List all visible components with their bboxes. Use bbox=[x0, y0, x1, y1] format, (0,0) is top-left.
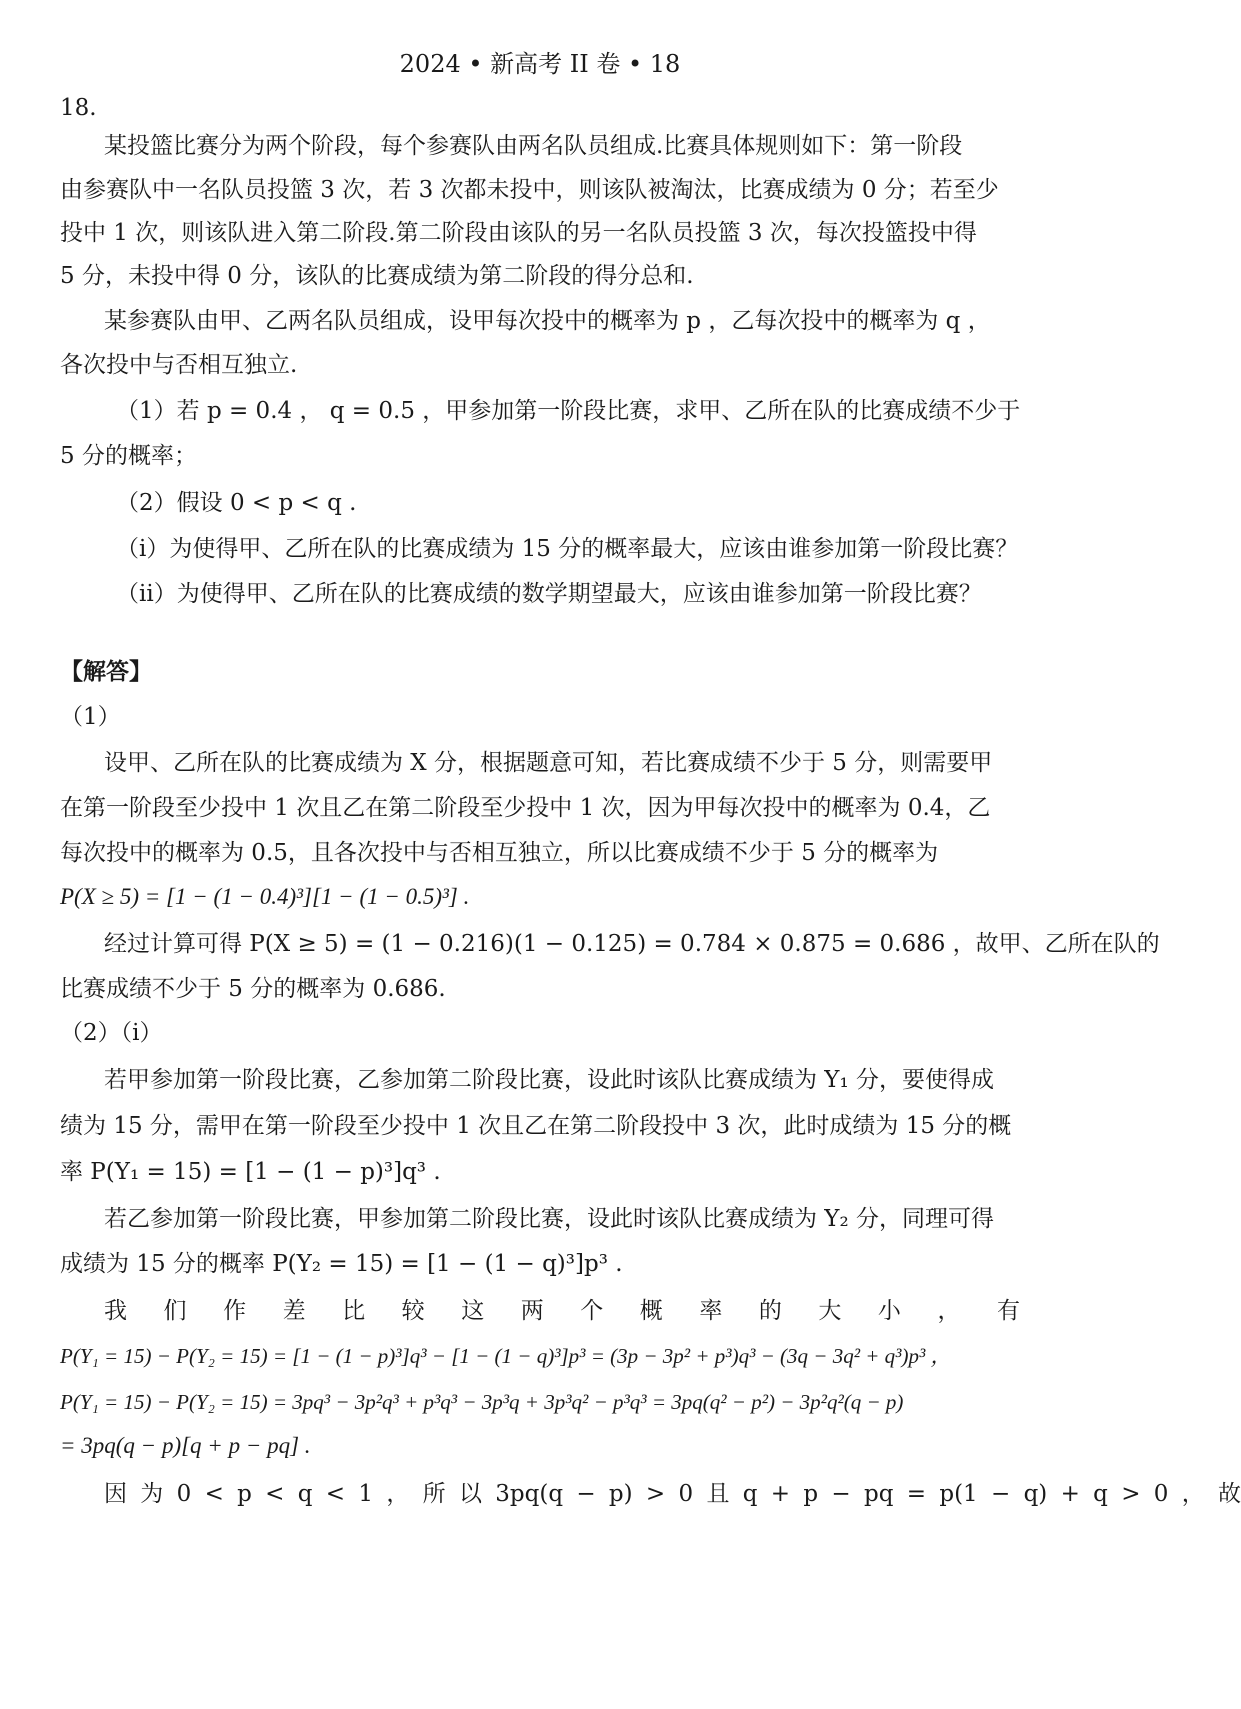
solution-part-1-label: （1） bbox=[60, 704, 121, 730]
spaced-char: 个 bbox=[580, 1298, 604, 1324]
solution-text-line: 若甲参加第一阶段比赛，乙参加第二阶段比赛，设此时该队比赛成绩为 Y₁ 分，要使得成 bbox=[104, 1067, 995, 1093]
problem-number: 18. bbox=[60, 95, 97, 121]
spaced-char: 差 bbox=[282, 1298, 306, 1324]
problem-text-line: 5 分，未投中得 0 分，该队的比赛成绩为第二阶段的得分总和. bbox=[60, 263, 694, 289]
spaced-char: 这 bbox=[461, 1298, 485, 1324]
spaced-char: 小 bbox=[877, 1298, 901, 1324]
spaced-char: 的 bbox=[758, 1298, 782, 1324]
solution-text-line: 成绩为 15 分的概率 P(Y₂ = 15) = [1 − (1 − q)³]p³ . bbox=[60, 1251, 623, 1277]
problem-text-line: 由参赛队中一名队员投篮 3 次，若 3 次都未投中，则该队被淘汰，比赛成绩为 0 分；若至少 bbox=[60, 177, 999, 203]
spaced-char: ， bbox=[937, 1298, 961, 1324]
spaced-char: 有 bbox=[996, 1298, 1020, 1324]
spaced-char: 大 bbox=[818, 1298, 842, 1324]
spaced-char: 率 bbox=[699, 1298, 723, 1324]
page-header: 2024 • 新高考 II 卷 • 18 bbox=[399, 50, 681, 78]
solution-text-line: 经过计算可得 P(X ≥ 5) = (1 − 0.216)(1 − 0.125) = 0.784 × 0.875 = 0.686 ，故甲、乙所在队的 bbox=[104, 931, 1160, 957]
question-1: （1）若 p = 0.4 ， q = 0.5 ，甲参加第一阶段比赛，求甲、乙所在队的比赛成绩不少于 bbox=[116, 398, 1021, 424]
spaced-char: 作 bbox=[223, 1298, 247, 1324]
formula-line: P(Y₁ = 15) − P(Y₂ = 15) = [1 − (1 − p)³]q³ − [1 − (1 − q)³]p³ = (3p − 3p² + p³)q³ − (3q − 3q² + q³)p³ ， bbox=[60, 1344, 952, 1368]
solution-part-2i-label: （2）（i） bbox=[60, 1020, 163, 1046]
question-1-cont: 5 分的概率； bbox=[60, 443, 197, 469]
spaced-char: 比 bbox=[342, 1298, 366, 1324]
solution-heading: 【解答】 bbox=[60, 658, 152, 685]
spaced-char: 两 bbox=[520, 1298, 544, 1324]
spaced-char: 较 bbox=[401, 1298, 425, 1324]
formula-line: P(X ≥ 5) = [1 − (1 − 0.4)³][1 − (1 − 0.5)³] . bbox=[60, 884, 470, 909]
spaced-char: 们 bbox=[163, 1298, 187, 1324]
solution-text-line: 绩为 15 分，需甲在第一阶段至少投中 1 次且乙在第二阶段投中 3 次，此时成绩为 15 分的概 bbox=[60, 1113, 1012, 1139]
spaced-char: 概 bbox=[639, 1298, 663, 1324]
solution-text-line: 率 P(Y₁ = 15) = [1 − (1 − p)³]q³ . bbox=[60, 1159, 441, 1185]
solution-text-line: 若乙参加第一阶段比赛，甲参加第二阶段比赛，设此时该队比赛成绩为 Y₂ 分，同理可得 bbox=[104, 1206, 995, 1232]
solution-text-line: 每次投中的概率为 0.5，且各次投中与否相互独立，所以比赛成绩不少于 5 分的概率为 bbox=[60, 840, 939, 866]
question-2-ii: （ii）为使得甲、乙所在队的比赛成绩的数学期望最大，应该由谁参加第一阶段比赛？ bbox=[116, 581, 982, 607]
problem-text-line: 某参赛队由甲、乙两名队员组成，设甲每次投中的概率为 p ，乙每次投中的概率为 q ， bbox=[104, 308, 991, 334]
question-2: （2）假设 0 < p < q . bbox=[116, 490, 357, 516]
solution-text-line: 比赛成绩不少于 5 分的概率为 0.686. bbox=[60, 976, 446, 1002]
problem-text-line: 某投篮比赛分为两个阶段，每个参赛队由两名队员组成.比赛具体规则如下：第一阶段 bbox=[104, 133, 963, 159]
problem-text-line: 各次投中与否相互独立. bbox=[60, 352, 298, 378]
question-2-i: （i）为使得甲、乙所在队的比赛成绩为 15 分的概率最大，应该由谁参加第一阶段比赛？ bbox=[116, 536, 1019, 562]
problem-text-line: 投中 1 次，则该队进入第二阶段.第二阶段由该队的另一名队员投篮 3 次，每次投篮投中得 bbox=[60, 220, 977, 246]
solution-text-line: 在第一阶段至少投中 1 次且乙在第二阶段至少投中 1 次，因为甲每次投中的概率为 0.4，乙 bbox=[60, 795, 991, 821]
solution-text-line: 因 为 0 < p < q < 1 ， 所 以 3pq(q − p) > 0 且 q + p − pq = p(1 − q) + q > 0 ， 故 bbox=[104, 1481, 1241, 1507]
spaced-text-line bbox=[104, 1295, 1020, 1327]
spaced-char: 我 bbox=[104, 1298, 127, 1324]
formula-line: = 3pq(q − p)[q + p − pq] . bbox=[60, 1433, 311, 1458]
solution-text-line: 设甲、乙所在队的比赛成绩为 X 分，根据题意可知，若比赛成绩不少于 5 分，则需要甲 bbox=[104, 750, 993, 776]
formula-line: P(Y₁ = 15) − P(Y₂ = 15) = 3pq³ − 3p²q³ + p³q³ − 3p³q + 3p³q² − p³q³ = 3pq(q² − p²) − 3p²q²(q − p) bbox=[60, 1390, 904, 1414]
